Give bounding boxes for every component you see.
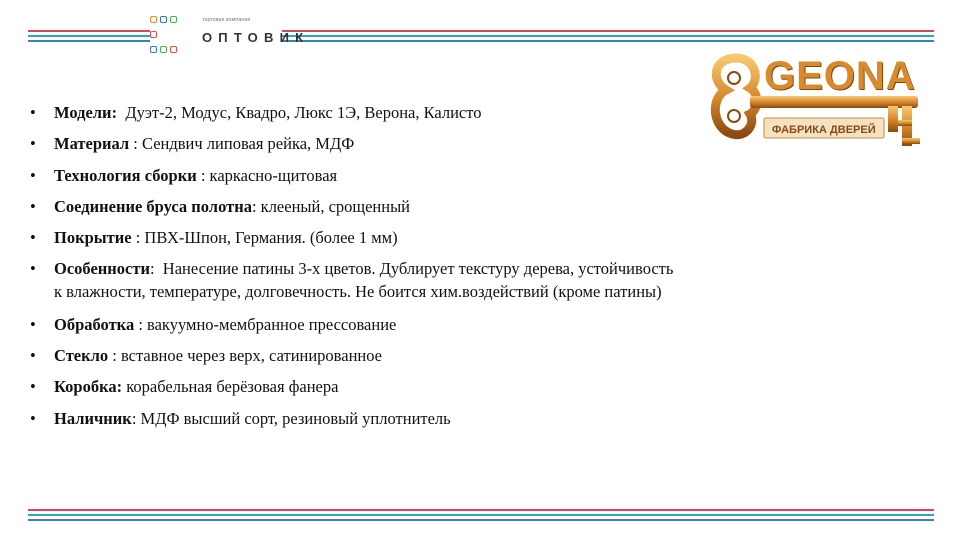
- bullet-icon: •: [30, 408, 36, 428]
- bullet-icon: •: [30, 196, 36, 216]
- logo-tagline: торговая компания: [202, 17, 251, 23]
- logo-squares-icon: [150, 16, 200, 58]
- feature-label: Коробка:: [54, 377, 123, 397]
- feature-label: Материал: [54, 134, 130, 154]
- feature-text: : каркасно-щитовая: [196, 165, 338, 185]
- brand-subtitle: ФАБРИКА ДВЕРЕЙ: [772, 124, 876, 136]
- feature-text: корабельная берёзовая фанера: [122, 377, 339, 397]
- stripe-blue-left: [28, 40, 150, 42]
- feature-label: Модели:: [54, 103, 118, 122]
- list-item: [28, 227, 678, 248]
- list-item: [28, 408, 678, 429]
- list-item: [28, 196, 678, 217]
- feature-label: Наличник: [54, 408, 132, 428]
- bullet-icon: •: [30, 103, 36, 122]
- bullet-icon: •: [30, 134, 36, 154]
- list-item: [28, 376, 678, 397]
- feature-label: Соединение бруса полотна: [54, 196, 252, 216]
- bullet-icon: •: [30, 377, 36, 397]
- bullet-icon: •: [30, 259, 36, 279]
- stripe-red-bottom: [28, 509, 934, 511]
- feature-list: [28, 102, 678, 439]
- feature-text: : вставное через верх, сатинированное: [108, 346, 383, 366]
- list-item: [28, 258, 678, 303]
- feature-label: Покрытие: [54, 228, 132, 248]
- stripe-blue-right: [282, 40, 934, 42]
- logo-company-name: ОПТОВИК: [202, 30, 310, 45]
- list-item: [28, 314, 678, 335]
- feature-text: : вакуумно-мембранное прессование: [134, 314, 397, 334]
- feature-text: : МДФ высший сорт, резиновый уплотнитель: [131, 408, 451, 428]
- bullet-icon: •: [30, 346, 36, 366]
- stripe-blue-bottom: [28, 519, 934, 521]
- feature-text: Дуэт-2, Модус, Квадро, Люкс 1Э, Верона, Калисто: [117, 103, 482, 122]
- feature-text: : клееный, срощенный: [251, 196, 410, 216]
- feature-label: Технология сборки: [54, 165, 197, 185]
- feature-label: Особенности: [54, 259, 150, 279]
- list-item: [28, 102, 678, 123]
- stripe-teal-bottom: [28, 514, 934, 516]
- stripe-red-left: [28, 30, 150, 32]
- list-item: [28, 345, 678, 366]
- bullet-icon: •: [30, 165, 36, 185]
- bullet-icon: •: [30, 228, 36, 248]
- list-item: [28, 165, 678, 186]
- feature-text: : Нанесение патины 3-х цветов. Дублирует текстуру дерева, устойчивость к влажности, температуре, долговечность. Не боится хим.воздействий (кроме патины): [54, 259, 678, 301]
- list-item: [28, 133, 678, 154]
- stripe-teal-left: [28, 35, 150, 37]
- stripe-teal-right: [282, 35, 934, 37]
- geona-logo: [706, 50, 926, 162]
- stripe-red-right: [282, 30, 934, 32]
- bullet-icon: •: [30, 314, 36, 334]
- feature-text: : ПВХ-Шпон, Германия. (более 1 мм): [131, 228, 398, 248]
- brand-name: GEONA: [764, 54, 916, 98]
- feature-label: Стекло: [54, 346, 109, 366]
- feature-label: Обработка: [54, 314, 135, 334]
- feature-text: : Сендвич липовая рейка, МДФ: [129, 134, 355, 154]
